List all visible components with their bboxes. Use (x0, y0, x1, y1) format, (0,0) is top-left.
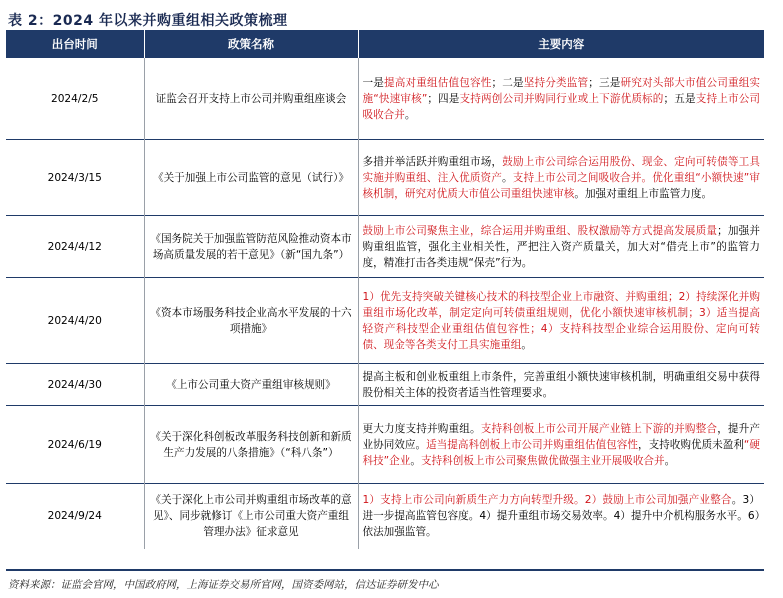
table-row (6, 278, 764, 364)
highlight-text: 适当提高科创板上市公司并购重组估值包容性 (426, 438, 638, 451)
highlight-text: 支持科创板上市公司聚焦做优做强主业开展吸收合并 (420, 454, 665, 467)
row-content (358, 406, 764, 484)
row-policy-name: 《国务院关于加强监管防范风险推动资本市场高质量发展的若干意见》（新“国九条”） (144, 216, 358, 278)
content-text: 。 (502, 171, 513, 184)
row-date: 2024/2/5 (6, 58, 144, 140)
row-date: 2024/6/19 (6, 406, 144, 484)
row-date: 2024/9/24 (6, 484, 144, 549)
content-text: 提高主板和创业板重组上市条件，完善重组小额快速审核机制，明确重组交易中获得股份相关主体的投资者适当性管理要求。 (362, 370, 760, 399)
table-bottom-rule (6, 569, 764, 571)
content-text: ；四是 (427, 92, 460, 105)
content-text: 更大力度支持并购重组。 (362, 422, 481, 435)
table-title: 表 2：2024 年以来并购重组相关政策梳理 (8, 13, 288, 29)
row-content (358, 58, 764, 140)
table-row (6, 140, 764, 216)
content-text: 。3）进一步提高监管包容度。4）提升重组市场交易效率。4）提升中介机构服务水平。6）依法加强监管。 (362, 494, 760, 539)
content-text: 一是 (362, 76, 384, 89)
highlight-text: 鼓励上市公司综合运用股份、现金、定向可转债等工具实施并购重组、注入优质资产 (362, 155, 761, 184)
row-policy-name: 证监会召开支持上市公司并购重组座谈会 (144, 58, 358, 140)
content-text: ；五是 (663, 92, 696, 105)
content-text: 。 (664, 454, 676, 467)
row-date: 2024/4/20 (6, 278, 144, 364)
highlight-text: 支持上市公司之间吸收合并。优化重组“小额快速”审核机制，研究对优质大市值公司重组快速审核 (362, 171, 760, 200)
table-row (6, 216, 764, 278)
table-row (6, 406, 764, 484)
highlight-text: 鼓励上市公司聚焦主业，综合运用并购重组、股权激励等方式提高发展质量 (362, 224, 718, 237)
content-text: ；二是 (491, 76, 524, 89)
highlight-text: 支持上市公司吸收合并 (362, 92, 761, 121)
row-content (358, 364, 764, 406)
highlight-text: “硬科技”企业 (362, 438, 761, 467)
header-content: 主要内容 (358, 30, 764, 58)
row-date: 2024/4/30 (6, 364, 144, 406)
table-row (6, 58, 764, 140)
source-note: 资料来源：证监会官网，中国政府网，上海证券交易所官网，国资委网站，信达证券研发中心 (8, 579, 439, 591)
highlight-text: 提高对重组估值包容性 (384, 76, 492, 89)
row-content (358, 216, 764, 278)
row-date: 2024/3/15 (6, 140, 144, 216)
policy-table (6, 30, 764, 549)
content-text: 。加强对重组上市监管力度。 (574, 187, 713, 200)
table-row (6, 484, 764, 549)
content-text: 。 (521, 338, 532, 351)
highlight-text: 1）优先支持突破关键核心技术的科技型企业上市融资、并购重组；2）持续深化并购重组市场化改革，制定定向可转债重组规则，优化小额快速审核机制；3）适当提高轻资产科技型企业重组估值包容性；4）支持科技型企业综合运用股份、定向可转债、现金等各类支付工具实施重组 (362, 290, 760, 351)
row-policy-name: 《上市公司重大资产重组审核规则》 (144, 364, 358, 406)
highlight-text: 坚持分类监管 (523, 76, 589, 89)
content-text: ；三是 (588, 76, 621, 89)
row-policy-name: 《关于深化科创板改革服务科技创新和新质生产力发展的八条措施》（“科八条”） (144, 406, 358, 484)
highlight-text: 支持科创板上市公司开展产业链上下游的并购整合 (480, 422, 718, 435)
row-content (358, 484, 764, 549)
row-content (358, 140, 764, 216)
header-date: 出台时间 (6, 30, 144, 58)
highlight-text: 1）支持上市公司向新质生产力方向转型升级。2）鼓励上市公司加强产业整合 (362, 494, 732, 507)
content-text: ，提升产业协同效应。 (362, 422, 761, 451)
content-text: 。 (404, 108, 416, 121)
row-date: 2024/4/12 (6, 216, 144, 278)
content-text: 。 (410, 454, 421, 467)
table-row (6, 364, 764, 406)
row-policy-name: 《关于深化上市公司并购重组市场改革的意见》、同步就修订《上市公司重大资产重组管理办法》征求意见 (144, 484, 358, 549)
header-policy-name: 政策名称 (144, 30, 358, 58)
row-policy-name: 《关于加强上市公司监管的意见（试行）》 (144, 140, 358, 216)
row-content (358, 278, 764, 364)
content-text: ，支持收购优质未盈利 (637, 438, 744, 451)
header-row (6, 30, 764, 58)
highlight-text: 支持两创公司并购同行业或上下游优质标的 (459, 92, 664, 105)
content-text: ；加强并购重组监管，强化主业相关性，严把注入资产质量关，加大对“借壳上市”的监管力度，精准打击各类违规“保壳”行为。 (362, 224, 761, 269)
content-text: 多措并举活跃并购重组市场， (362, 155, 503, 168)
row-policy-name: 《资本市场服务科技企业高水平发展的十六项措施》 (144, 278, 358, 364)
highlight-text: 研究对头部大市值公司重组实施“快速审核” (362, 76, 761, 105)
